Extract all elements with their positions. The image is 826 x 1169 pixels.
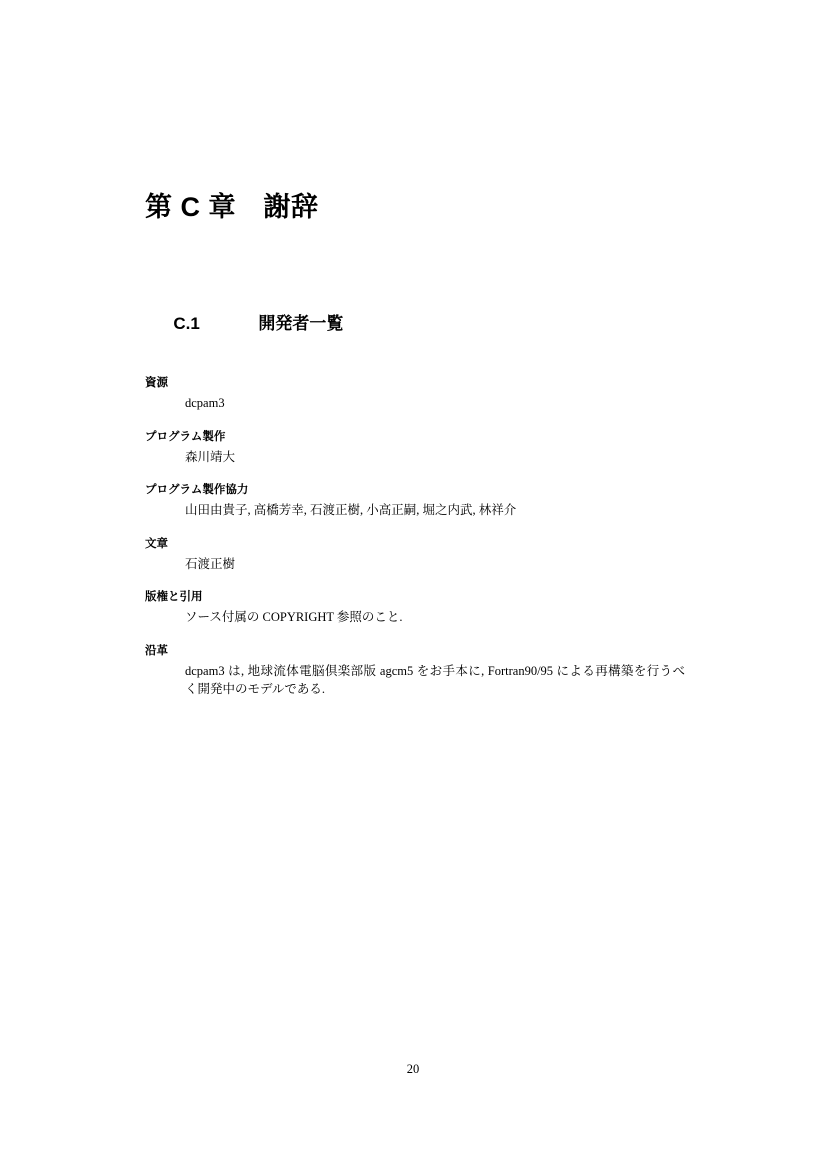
definition-term-resource: 資源 [145, 377, 168, 389]
page-content [145, 0, 685, 698]
chapter-title: 第 C 章 謝辞 [145, 192, 319, 222]
section-number: C.1 [173, 314, 200, 333]
definition-term-text: 文章 [145, 537, 168, 550]
definition-term-program-contributors: プログラム製作協力 [145, 484, 249, 496]
definition-desc-history: dcpam3 は, 地球流体電脳倶楽部版 agcm5 をお手本に, Fortran90/95 による再構築を行うべく開発中のモデルである. [185, 663, 685, 696]
definition-desc-copyright: ソース付属の COPYRIGHT 参照のこと. [185, 610, 403, 625]
definition-term-program-author: プログラム製作 [145, 430, 226, 443]
section-heading [145, 289, 685, 354]
page-number: 20 [406, 1062, 420, 1076]
developer-list [145, 376, 685, 698]
definition-desc-resource: dcpam3 [185, 396, 225, 411]
definition-term-history: 沿革 [145, 644, 168, 657]
definition-desc-text: 石渡正樹 [185, 556, 236, 571]
definition-desc-program-contributors: 山田由貴子, 高橋芳幸, 石渡正樹, 小高正嗣, 堀之内武, 林祥介 [185, 503, 517, 518]
section-title-text: 開発者一覧 [258, 314, 344, 333]
definition-term-copyright: 版権と引用 [145, 591, 203, 603]
section-heading-gap [200, 314, 259, 333]
definition-desc-program-author: 森川靖大 [185, 449, 236, 464]
